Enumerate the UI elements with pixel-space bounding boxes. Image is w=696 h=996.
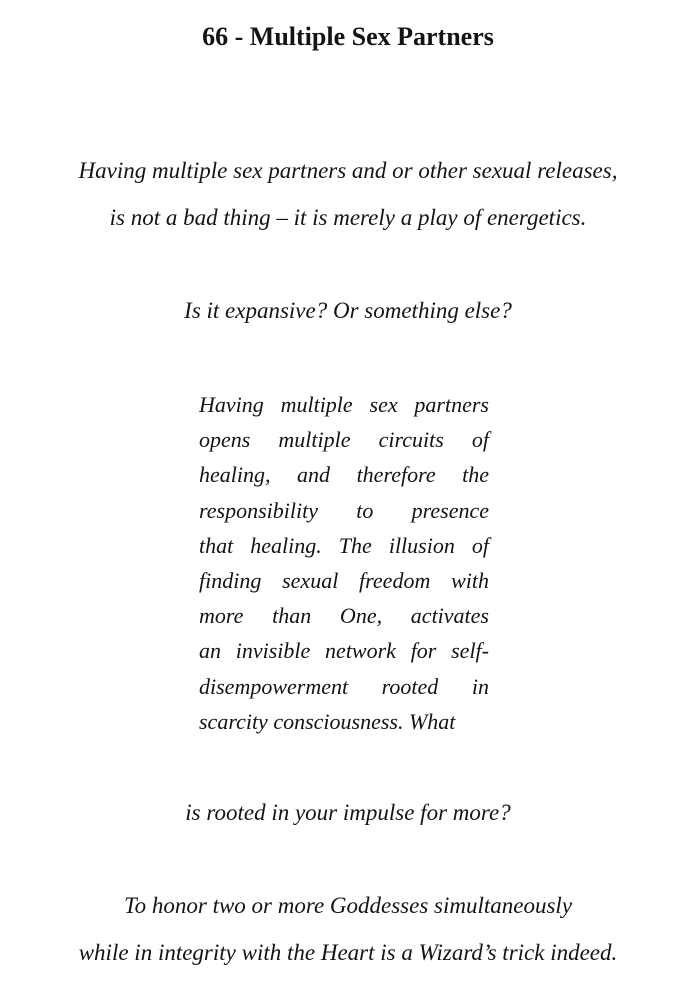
- column-line: opens multiple circuits of: [199, 427, 489, 453]
- continuation-line: is rooted in your impulse for more?: [185, 800, 511, 825]
- column-line: disempowerment rooted in: [199, 673, 489, 699]
- closing-line-2: while in integrity with the Heart is a Wizard’s trick indeed.: [78, 940, 618, 965]
- closing-line-1: To honor two or more Goddesses simultaneously: [123, 893, 573, 918]
- column-line: an invisible network for self-: [199, 638, 489, 664]
- column-line: more than One, activates: [199, 603, 489, 629]
- page-title: 66 - Multiple Sex Partners: [202, 22, 494, 51]
- column-line: responsibility to presence: [199, 497, 489, 523]
- question-line: Is it expansive? Or something else?: [184, 298, 512, 323]
- opening-line-2: is not a bad thing – it is merely a play of energetics.: [109, 205, 587, 230]
- column-line: scarcity consciousness. What: [199, 708, 456, 734]
- column-line: Having multiple sex partners: [199, 392, 489, 417]
- column-line: healing, and therefore the: [199, 462, 489, 488]
- opening-line-1: Having multiple sex partners and or other sexual releases,: [78, 158, 618, 183]
- column-line: finding sexual freedom with: [199, 567, 489, 593]
- text-column: [199, 387, 489, 739]
- column-line: that healing. The illusion of: [199, 532, 489, 558]
